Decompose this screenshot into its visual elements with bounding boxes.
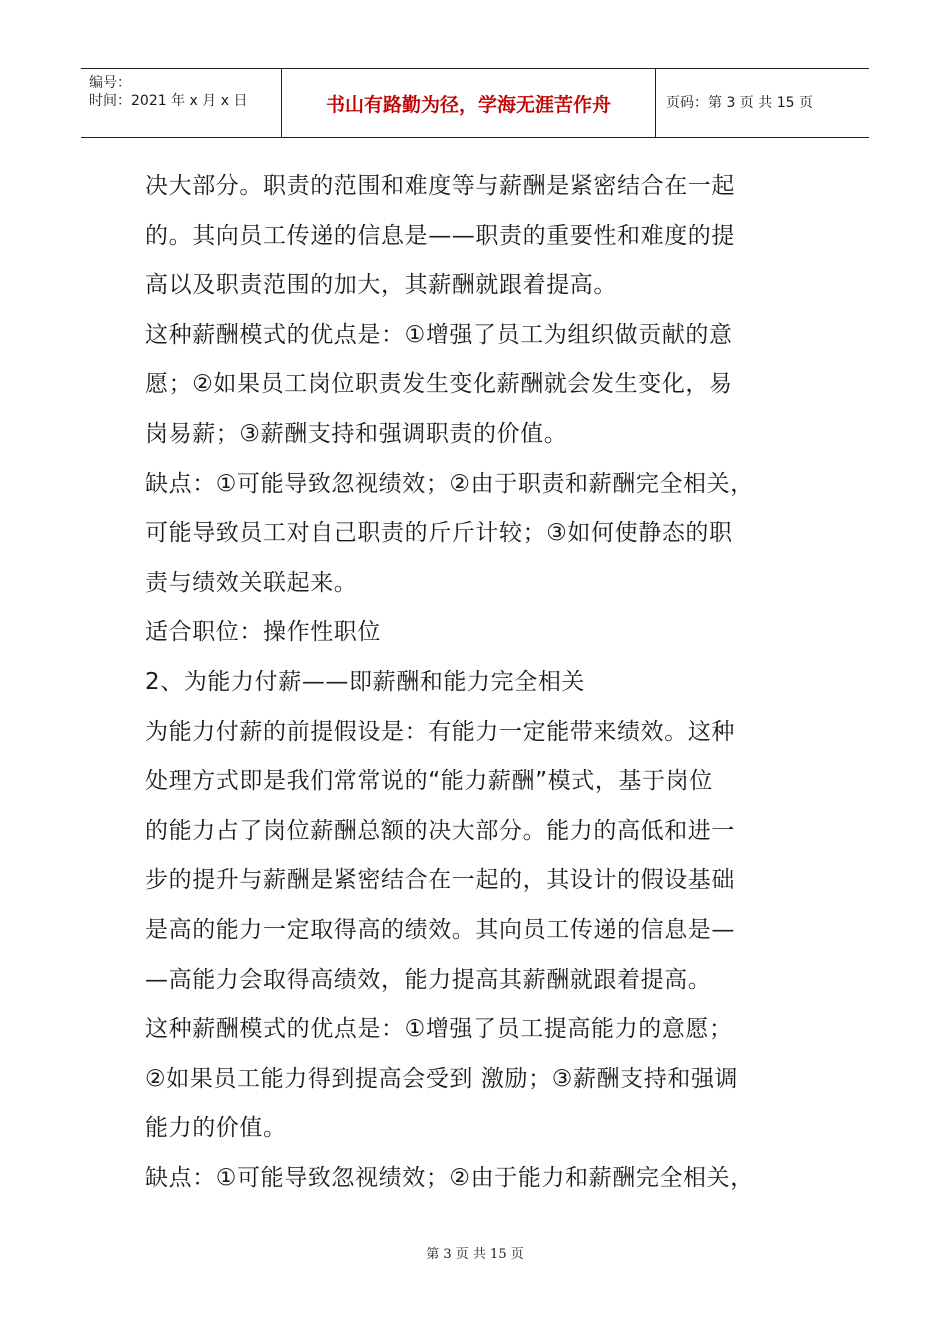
text-line: 处理方式即是我们常常说的“能力薪酬”模式，基于岗位 [145,768,713,795]
text-line: 高以及职责范围的加大，其薪酬就跟着提高。 [145,272,617,299]
text-line: 缺点：①可能导致忽视绩效；②由于能力和薪酬完全相关， [145,1164,754,1191]
document-number-label: 编号： [89,75,131,91]
header-motto-cell [281,69,656,137]
text-line: 的能力占了岗位薪酬总额的决大部分。能力的高低和进一 [145,817,735,844]
document-header [81,68,869,138]
section-heading: 2、为能力付薪——即薪酬和能力完全相关 [145,668,586,695]
document-date-label: 时间：2021 年 x 月 x 日 [89,93,248,109]
text-line: —高能力会取得高绩效，能力提高其薪酬就跟着提高。 [145,966,712,993]
text-line: 适合职位：操作性职位 [145,619,381,646]
text-line: 的。其向员工传递的信息是——职责的重要性和难度的提 [145,222,735,249]
text-line: 这种薪酬模式的优点是：①增强了员工为组织做贡献的意 [145,321,733,348]
header-page-info: 页码：第 3 页 共 15 页 [666,95,813,111]
text-line: 岗易薪；③薪酬支持和强调职责的价值。 [145,420,568,447]
text-line: 步的提升与薪酬是紧密结合在一起的，其设计的假设基础 [145,867,735,894]
page-footer: 第 3 页 共 15 页 [426,1247,524,1262]
text-line: 为能力付薪的前提假设是：有能力一定能带来绩效。这种 [145,718,735,745]
header-page-cell [656,69,869,137]
header-meta-cell [81,69,280,137]
text-line: 缺点：①可能导致忽视绩效；②由于职责和薪酬完全相关， [145,470,754,497]
text-line: 责与绩效关联起来。 [145,569,358,596]
document-body [145,162,805,1203]
text-line: 可能导致员工对自己职责的斤斤计较；③如何使静态的职 [145,520,733,547]
text-line: 是高的能力一定取得高的绩效。其向员工传递的信息是— [145,916,735,943]
text-line: 这种薪酬模式的优点是：①增强了员工提高能力的意愿； [145,1016,733,1043]
text-line: 能力的价值。 [145,1115,287,1142]
header-motto: 书山有路勤为径，学海无涯苦作舟 [325,94,611,116]
text-line: 决大部分。职责的范围和难度等与薪酬是紧密结合在一起 [145,173,735,199]
text-line: ②如果员工能力得到提高会受到 激励；③薪酬支持和强调 [145,1065,739,1092]
text-line: 愿；②如果员工岗位职责发生变化薪酬就会发生变化，易 [145,371,733,398]
